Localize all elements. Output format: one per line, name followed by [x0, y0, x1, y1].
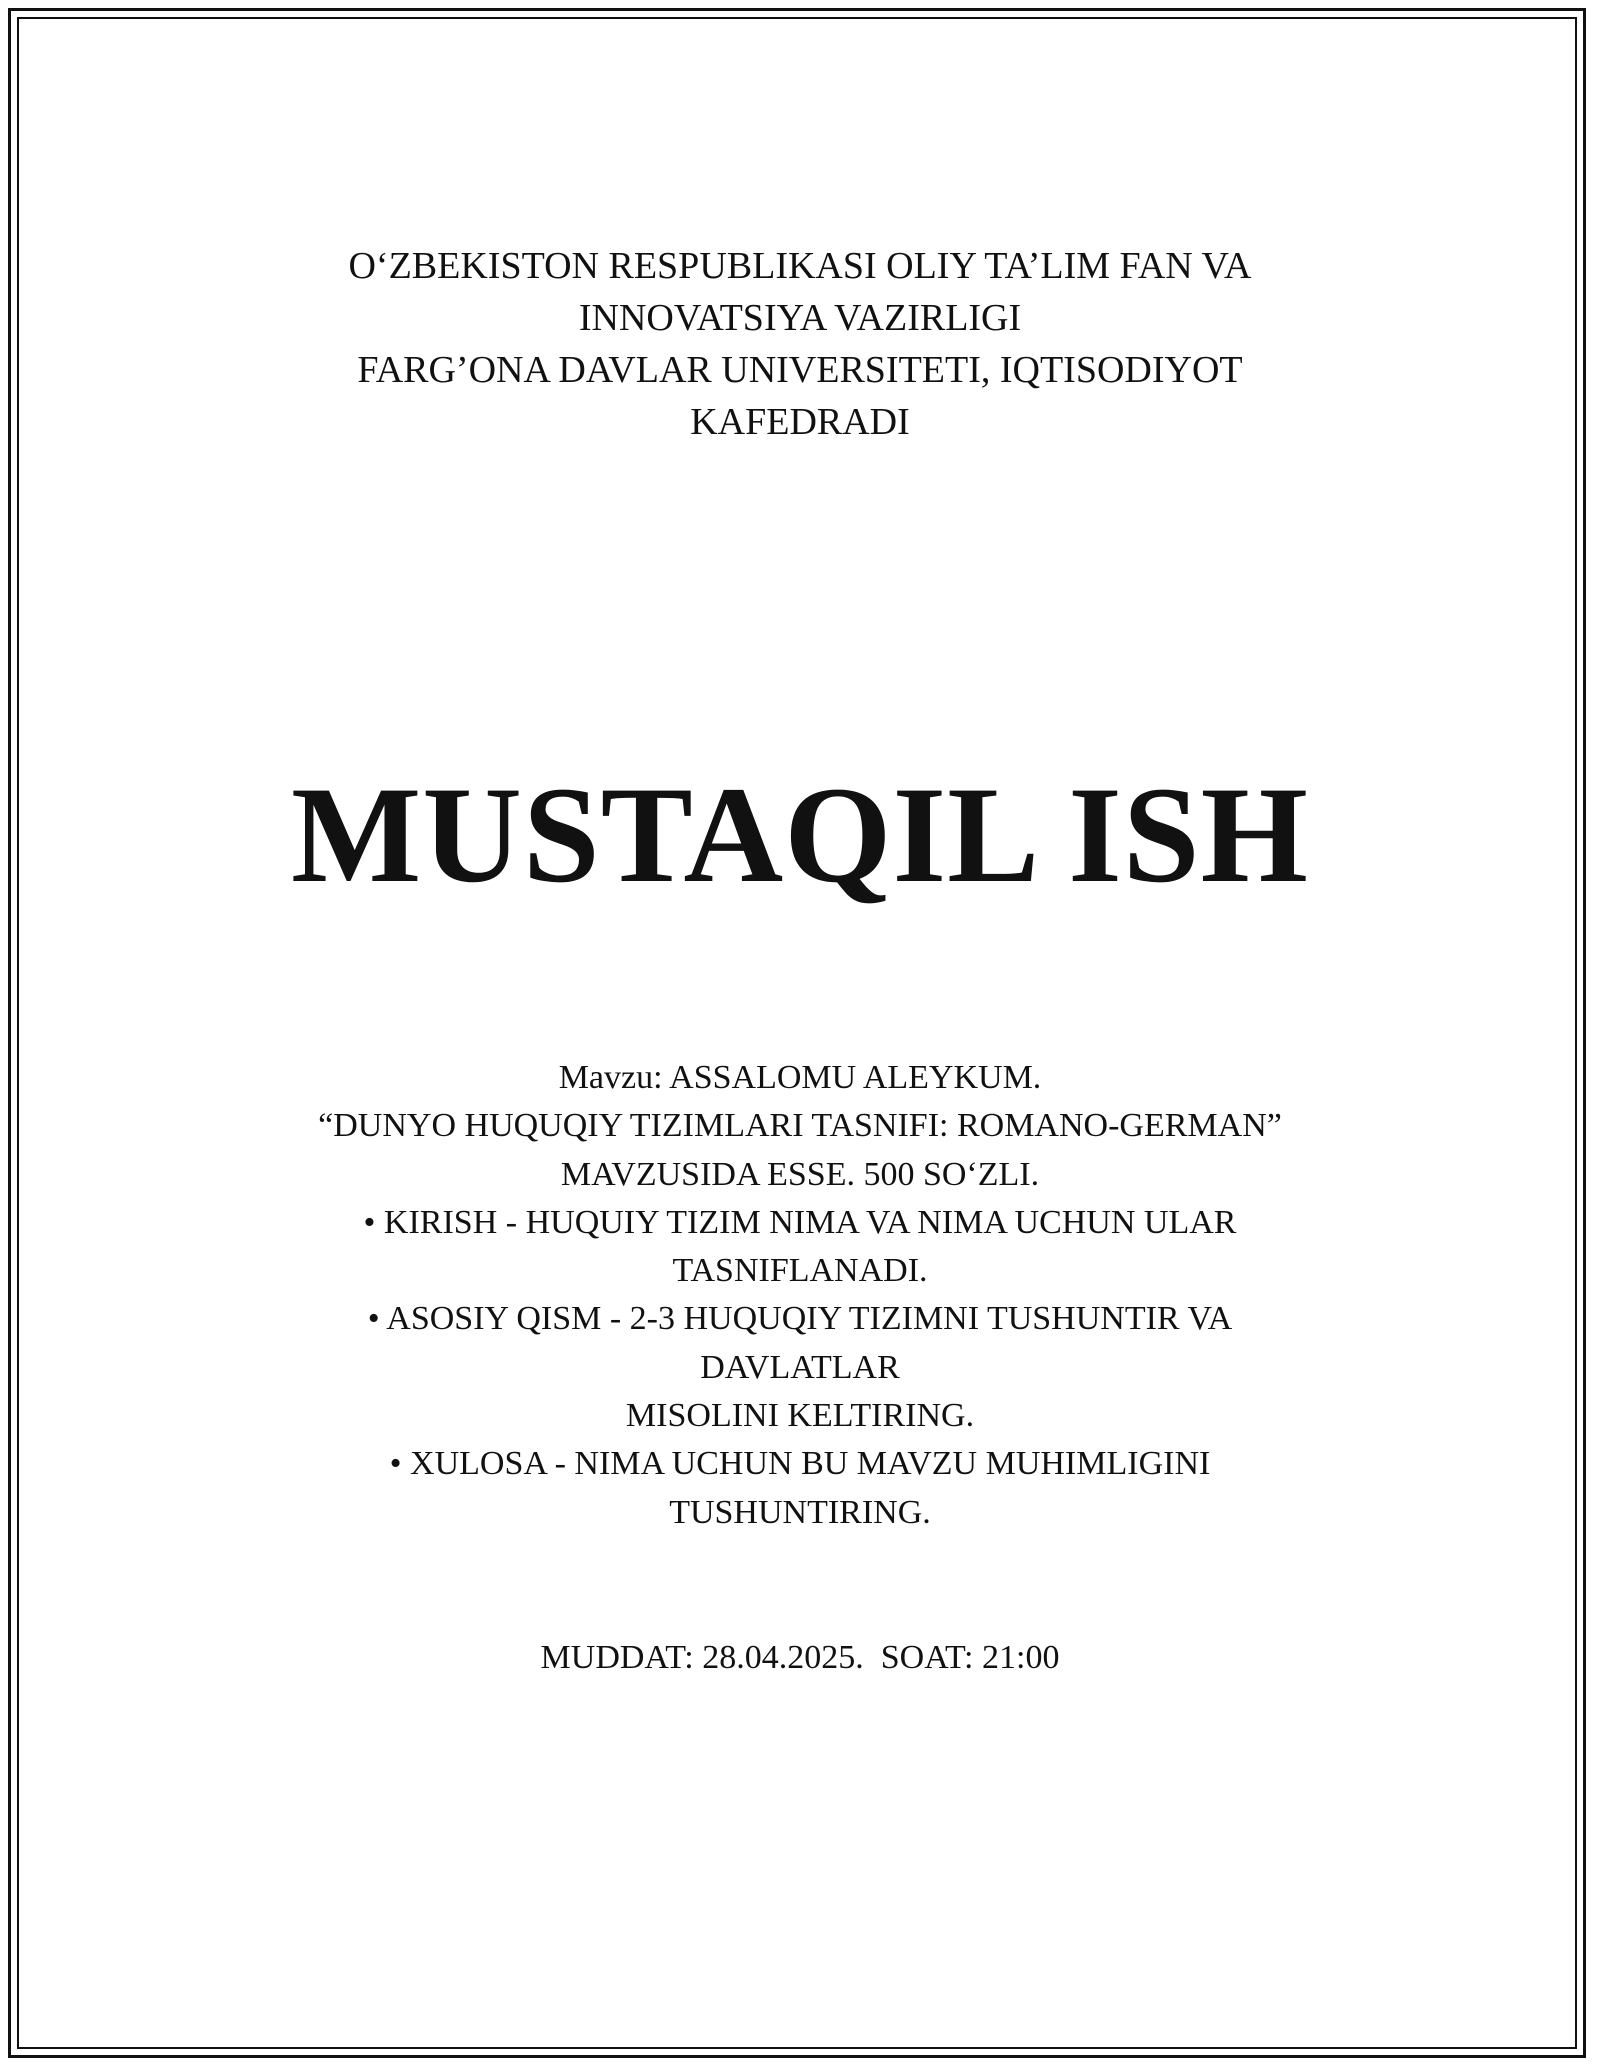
topic-line: DAVLATLAR: [700, 1348, 900, 1386]
topic-line: Mavzu: ASSALOMU ALEYKUM.: [558, 1059, 1042, 1096]
document-title: MUSTAQIL ISH: [291, 758, 1309, 911]
topic-line: MISOLINI KELTIRING.: [625, 1397, 975, 1435]
institution-header: [150, 240, 1450, 448]
deadline-text: MUDDAT: 28.04.2025. SOAT: 21:00: [540, 1639, 1060, 1676]
topic-line: TUSHUNTIRING.: [669, 1493, 931, 1531]
header-line: INNOVATSIYA VAZIRLIGI: [578, 297, 1022, 339]
header-line: KAFEDRADI: [690, 401, 910, 443]
topic-line: • XULOSA - NIMA UCHUN BU MAVZU MUHIMLIGINI: [389, 1445, 1211, 1483]
topic-block: [150, 1054, 1450, 1537]
topic-line: MAVZUSIDA ESSE. 500 SO‘ZLI.: [560, 1155, 1040, 1193]
topic-line: “DUNYO HUQUQIY TIZIMLARI TASNIFI: ROMANO-GERMAN”: [318, 1107, 1282, 1145]
topic-line: TASNIFLANADI.: [672, 1252, 928, 1290]
topic-line: • KIRISH - HUQUIY TIZIM NIMA VA NIMA UCHUN ULAR: [363, 1203, 1237, 1241]
header-line: FARG’ONA DAVLAR UNIVERSITETI, IQTISODIYOT: [357, 349, 1243, 391]
header-line: O‘ZBEKISTON RESPUBLIKASI OLIY TA’LIM FAN VA: [348, 245, 1252, 287]
topic-line: • ASOSIY QISM - 2-3 HUQUQIY TIZIMNI TUSHUNTIR VA: [367, 1300, 1233, 1338]
